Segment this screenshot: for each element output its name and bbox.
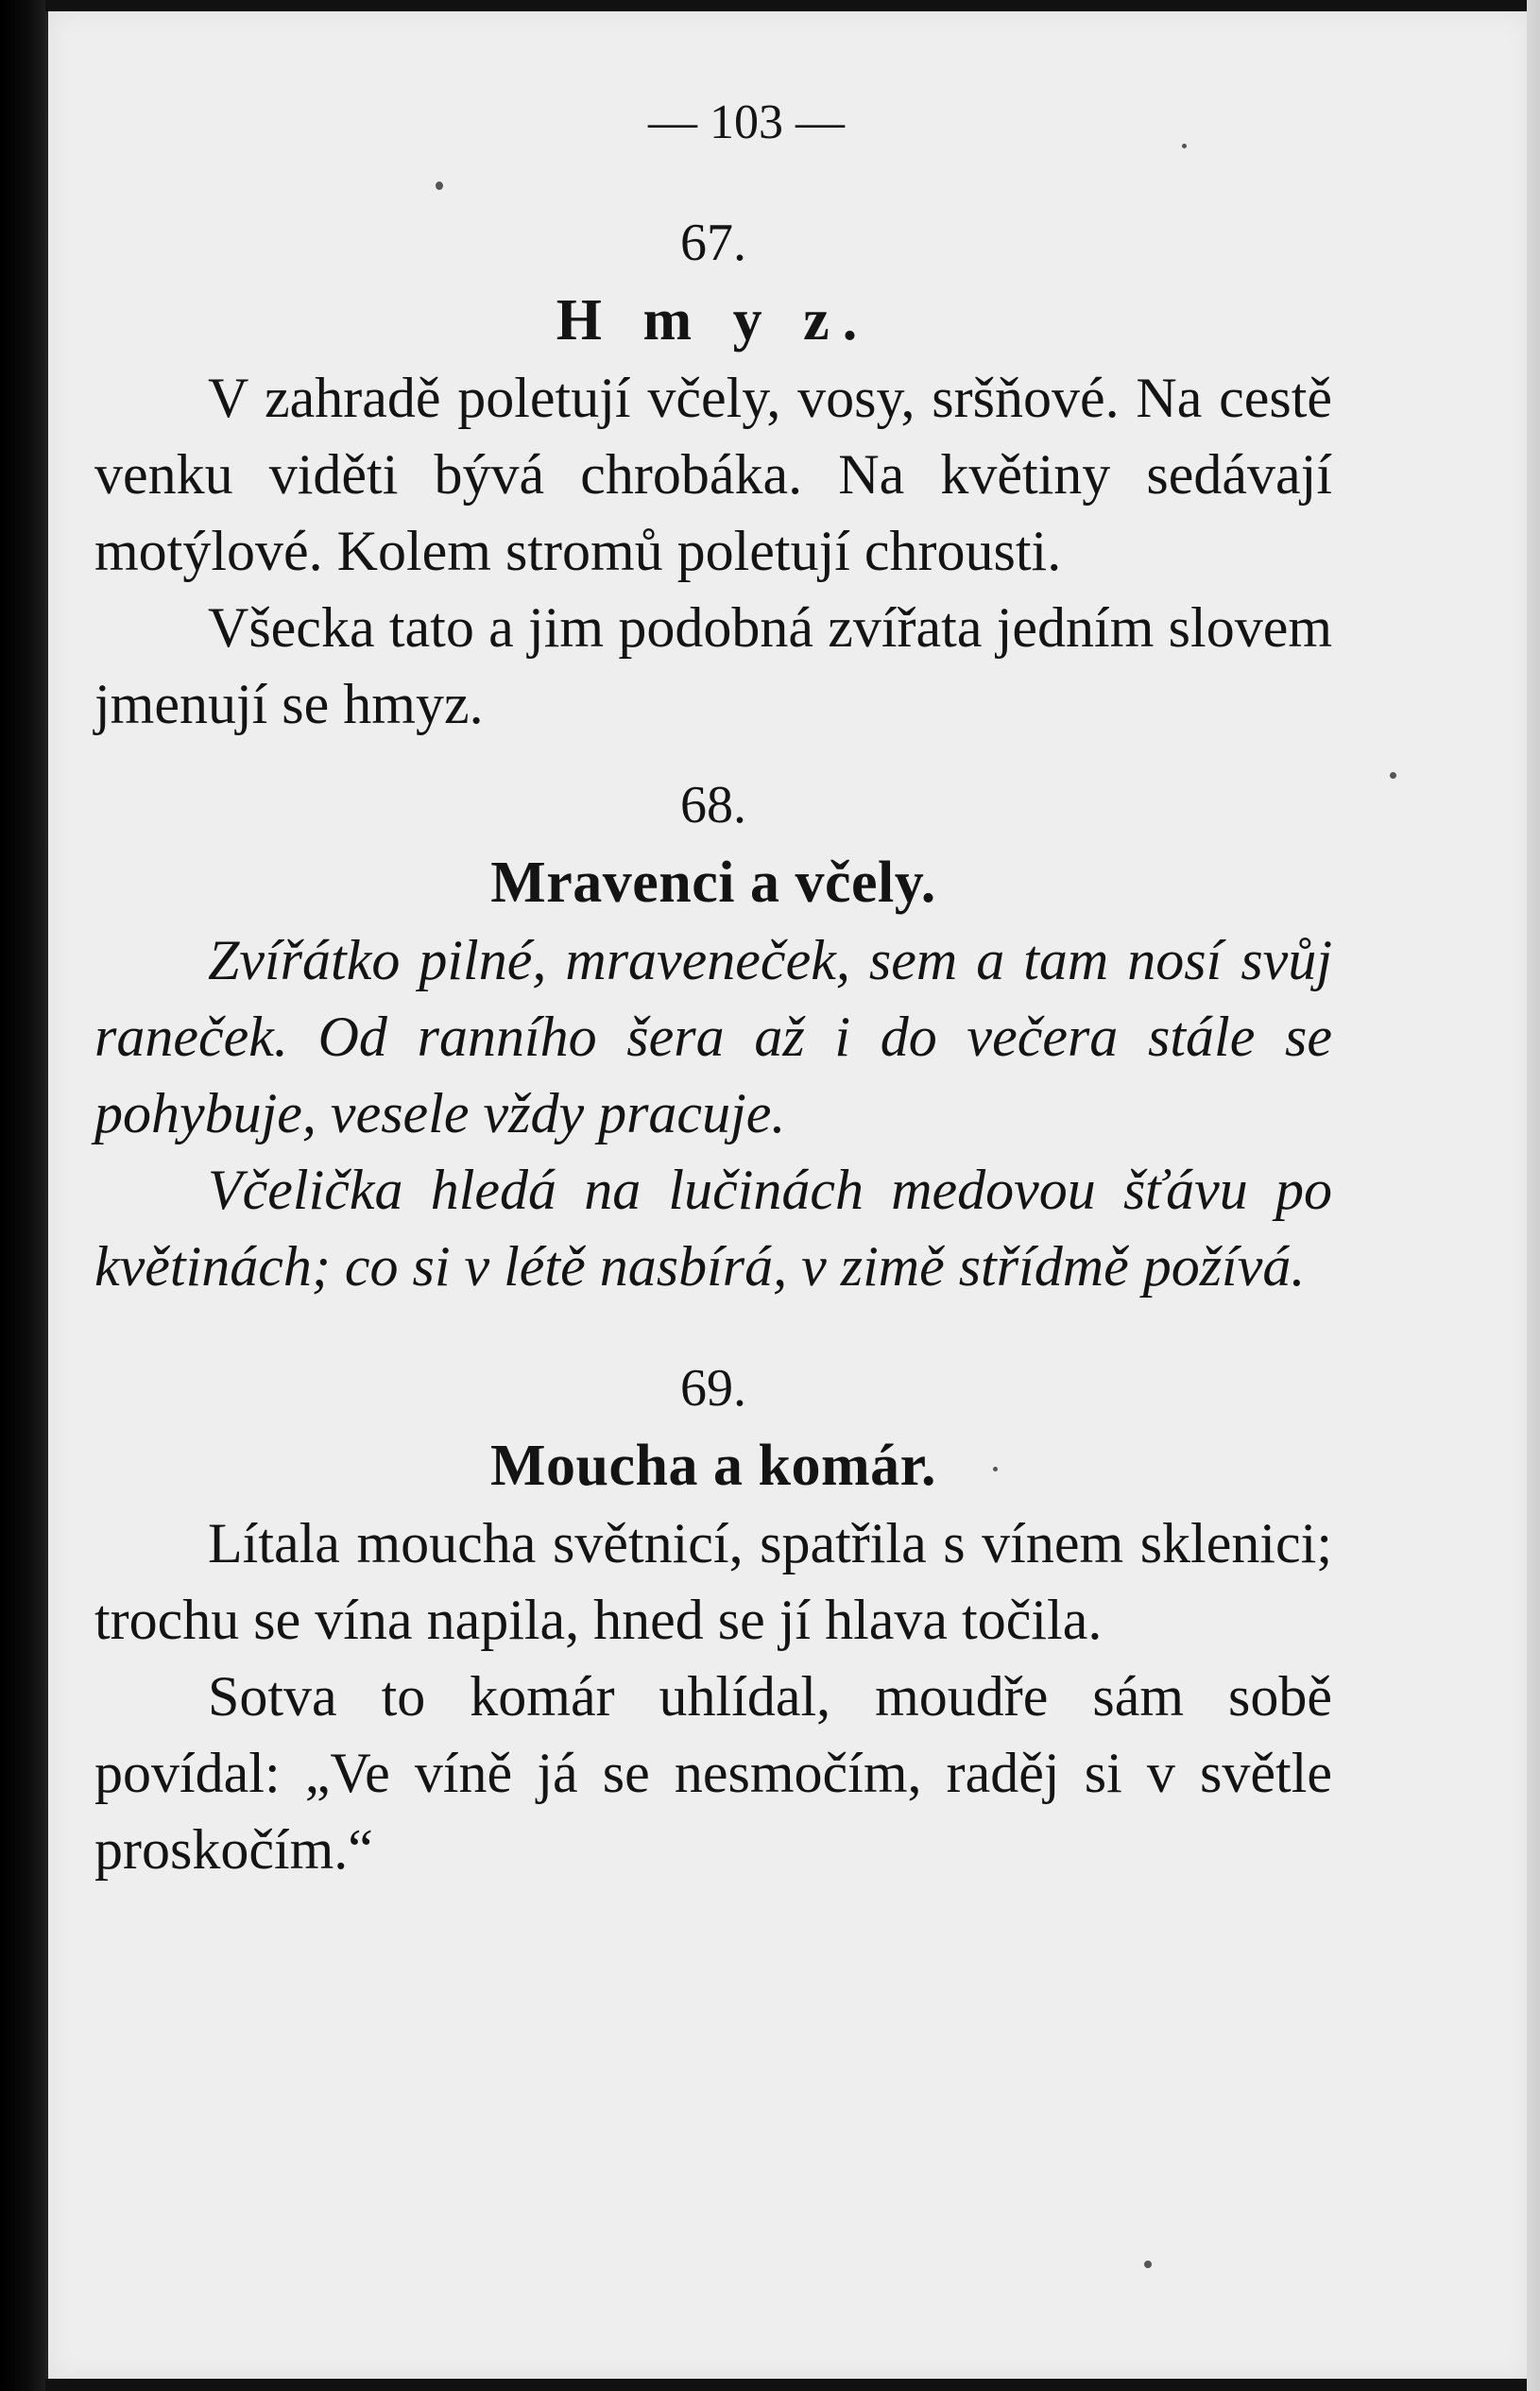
paragraph: Sotva to komár uhlídal, moudře sám sobě povídal: „Ve víně já se nesmočím, raděj si v světle proskočím.“ xyxy=(94,1665,1332,1881)
paragraph: Zvířátko pilné, mraveneček, sem a tam nosí svůj raneček. Od ranního šera až i do večera stále se pohybuje, vesele vždy pracuje. xyxy=(94,929,1332,1144)
section-number: 69. xyxy=(680,1359,746,1418)
section-title: Mravenci a včely. xyxy=(490,851,936,915)
paper-speck xyxy=(1390,772,1396,779)
section-67 xyxy=(94,205,1332,743)
paragraph: Lítala moucha světnicí, spatřila s vínem sklenici; trochu se vína napila, hned se jí hlava točila. xyxy=(94,1512,1332,1651)
section-number: 67. xyxy=(680,214,746,272)
paragraph: V zahradě poletují včely, vosy, sršňové. Na cestě venku viděti bývá chrobáka. Na květiny sedávají motýlové. Kolem stromů poletují chrousti. xyxy=(94,367,1332,582)
paragraph: Včelička hledá na lučinách medovou šťávu po květinách; co si v létě nasbírá, v zimě střídmě požívá. xyxy=(94,1159,1332,1298)
page-edge xyxy=(1527,0,1540,2391)
section-69 xyxy=(94,1350,1332,1888)
section-title: Moucha a komár. xyxy=(490,1434,936,1498)
paper-speck xyxy=(1144,2261,1152,2268)
page-text xyxy=(94,90,1332,1888)
book-spine-shadow xyxy=(0,0,45,2391)
section-spacer xyxy=(94,743,1332,767)
section-title: H m y z. xyxy=(556,288,871,353)
page-number: — 103 — xyxy=(648,95,845,149)
section-number: 68. xyxy=(680,776,746,834)
section-spacer xyxy=(94,1305,1332,1350)
section-68 xyxy=(94,767,1332,1305)
paragraph: Všecka tato a jim podobná zvířata jedním slovem jmenují se hmyz. xyxy=(94,596,1332,735)
